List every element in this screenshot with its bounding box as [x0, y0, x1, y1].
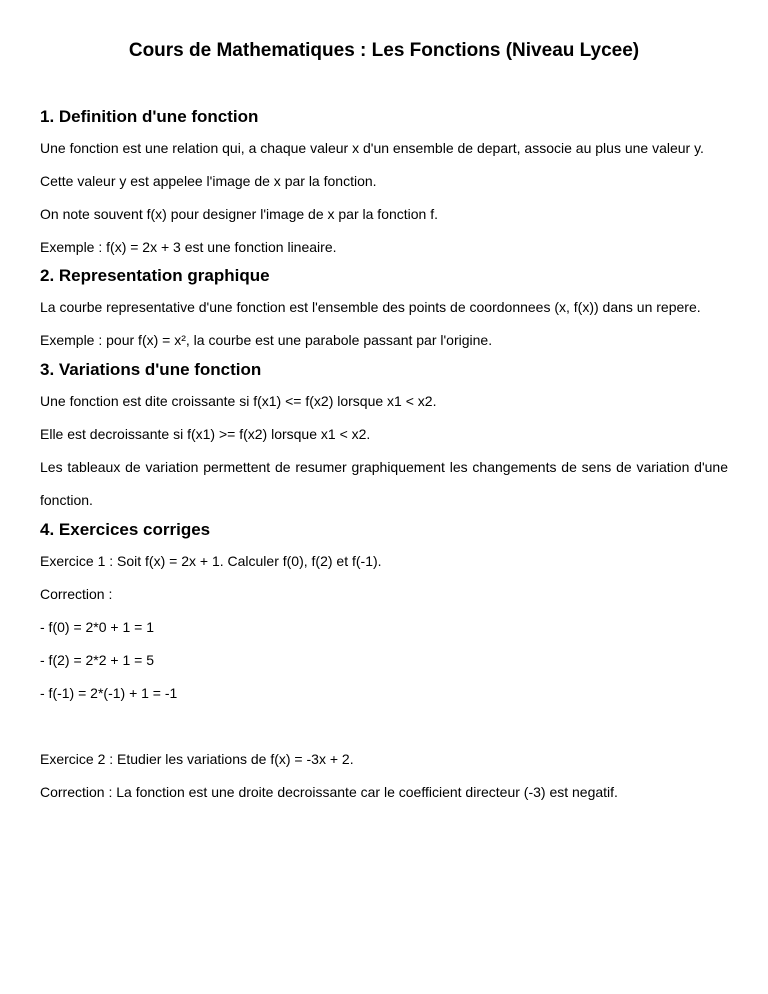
paragraph: Exemple : pour f(x) = x², la courbe est une parabole passant par l'origine. — [40, 332, 493, 348]
section-heading-variations: 3. Variations d'une fonction — [40, 360, 262, 379]
section-exercises — [40, 519, 728, 809]
correction-line: Correction : La fonction est une droite decroissante car le coefficient directeur (-3) est negatif. — [40, 784, 618, 800]
paragraph: Une fonction est dite croissante si f(x1) <= f(x2) lorsque x1 < x2. — [40, 393, 437, 409]
exercise-statement: Exercice 2 : Etudier les variations de f(x) = -3x + 2. — [40, 751, 354, 767]
correction-line: - f(0) = 2*0 + 1 = 1 — [40, 619, 155, 635]
paragraph: Elle est decroissante si f(x1) >= f(x2) lorsque x1 < x2. — [40, 426, 371, 442]
section-heading-representation: 2. Representation graphique — [40, 266, 270, 285]
document-title: Cours de Mathematiques : Les Fonctions (Niveau Lycee) — [128, 40, 640, 61]
blank-line — [40, 710, 728, 743]
section-variations — [40, 359, 728, 517]
paragraph: Les tableaux de variation permettent de resumer graphiquement les changements de sens de variation d'une fonction. — [40, 459, 728, 508]
paragraph: Cette valeur y est appelee l'image de x par la fonction. — [40, 173, 377, 189]
paragraph: La courbe representative d'une fonction est l'ensemble des points de coordonnees (x, f(x)) dans un repere. — [40, 299, 701, 315]
paragraph: Exemple : f(x) = 2x + 3 est une fonction lineaire. — [40, 239, 337, 255]
correction-line: - f(2) = 2*2 + 1 = 5 — [40, 652, 155, 668]
section-heading-definition: 1. Definition d'une fonction — [40, 107, 259, 126]
correction-line: - f(-1) = 2*(-1) + 1 = -1 — [40, 685, 178, 701]
section-heading-exercises: 4. Exercices corriges — [40, 520, 211, 539]
section-definition — [40, 106, 728, 264]
exercise-statement: Exercice 1 : Soit f(x) = 2x + 1. Calculer f(0), f(2) et f(-1). — [40, 553, 382, 569]
paragraph: Une fonction est une relation qui, a chaque valeur x d'un ensemble de depart, associe au plus une valeur y. — [40, 140, 704, 156]
paragraph: On note souvent f(x) pour designer l'image de x par la fonction f. — [40, 206, 439, 222]
section-representation — [40, 265, 728, 357]
correction-label: Correction : — [40, 586, 113, 602]
